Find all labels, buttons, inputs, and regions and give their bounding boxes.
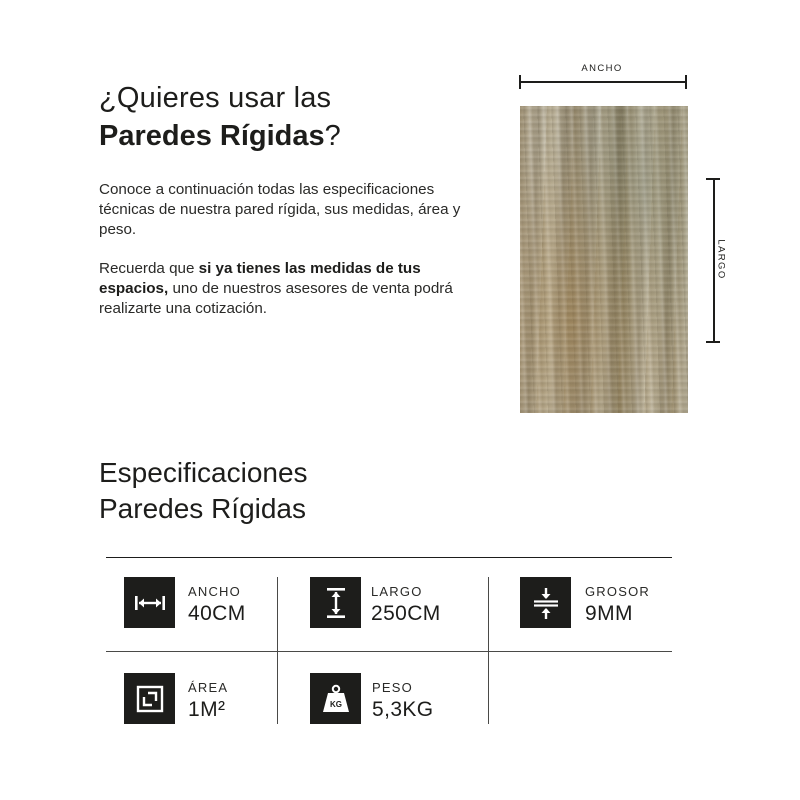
spec-largo-value: 250CM (371, 602, 441, 625)
spec-grosor-value: 9MM (585, 602, 633, 625)
paragraph-2-suffix: uno de nuestros asesores de venta podrá realizarte una cotización. (99, 280, 453, 317)
specs-column-divider-1 (277, 577, 278, 724)
spec-ancho-label: ANCHO (188, 584, 241, 599)
intro-paragraph-1: Conoce a continuación todas las especificaciones técnicas de nuestra pared rígida, sus medidas, área y peso. (99, 181, 461, 238)
specs-column-divider-2 (488, 577, 489, 724)
spec-grosor-label: GROSOR (585, 584, 650, 599)
ancho-dimension-line (519, 81, 686, 83)
length-icon (310, 577, 361, 628)
intro-title-suffix: ? (324, 120, 341, 152)
spec-area-value: 1M² (188, 698, 226, 721)
largo-dimension-line (713, 178, 715, 342)
paragraph-2-prefix: Recuerda que (99, 260, 199, 277)
largo-dimension-label: LARGO (715, 239, 727, 280)
spec-area-label: ÁREA (188, 680, 229, 695)
specs-title (99, 455, 308, 527)
area-icon (124, 673, 175, 724)
intro-paragraph-2 (99, 259, 469, 319)
intro-title-line2 (99, 118, 341, 154)
specs-title-line2: Paredes Rígidas (99, 493, 307, 524)
paragraph-2-bold: si ya tienes las medidas de tus espacios, (99, 260, 421, 297)
intro-title-bold: Paredes Rígidas (99, 120, 325, 152)
spec-peso-label: PESO (372, 680, 413, 695)
width-arrows-icon (124, 577, 175, 628)
wood-panel-image (520, 106, 688, 413)
ancho-tick-left (519, 75, 521, 89)
svg-text:KG: KG (329, 699, 342, 709)
specs-middle-divider (106, 651, 672, 652)
spec-peso-value: 5,3KG (372, 698, 434, 721)
weight-kg-icon (310, 673, 361, 724)
largo-tick-bottom (706, 341, 720, 343)
intro-title-line1: ¿Quieres usar las (99, 82, 332, 114)
specs-top-divider (106, 557, 672, 558)
spec-largo-label: LARGO (371, 584, 423, 599)
specs-title-line1: Especificaciones (99, 457, 308, 488)
spec-ancho-value: 40CM (188, 602, 246, 625)
largo-tick-top (706, 178, 720, 180)
thickness-icon (520, 577, 571, 628)
ancho-tick-right (685, 75, 687, 89)
ancho-dimension-label: ANCHO (581, 63, 623, 74)
